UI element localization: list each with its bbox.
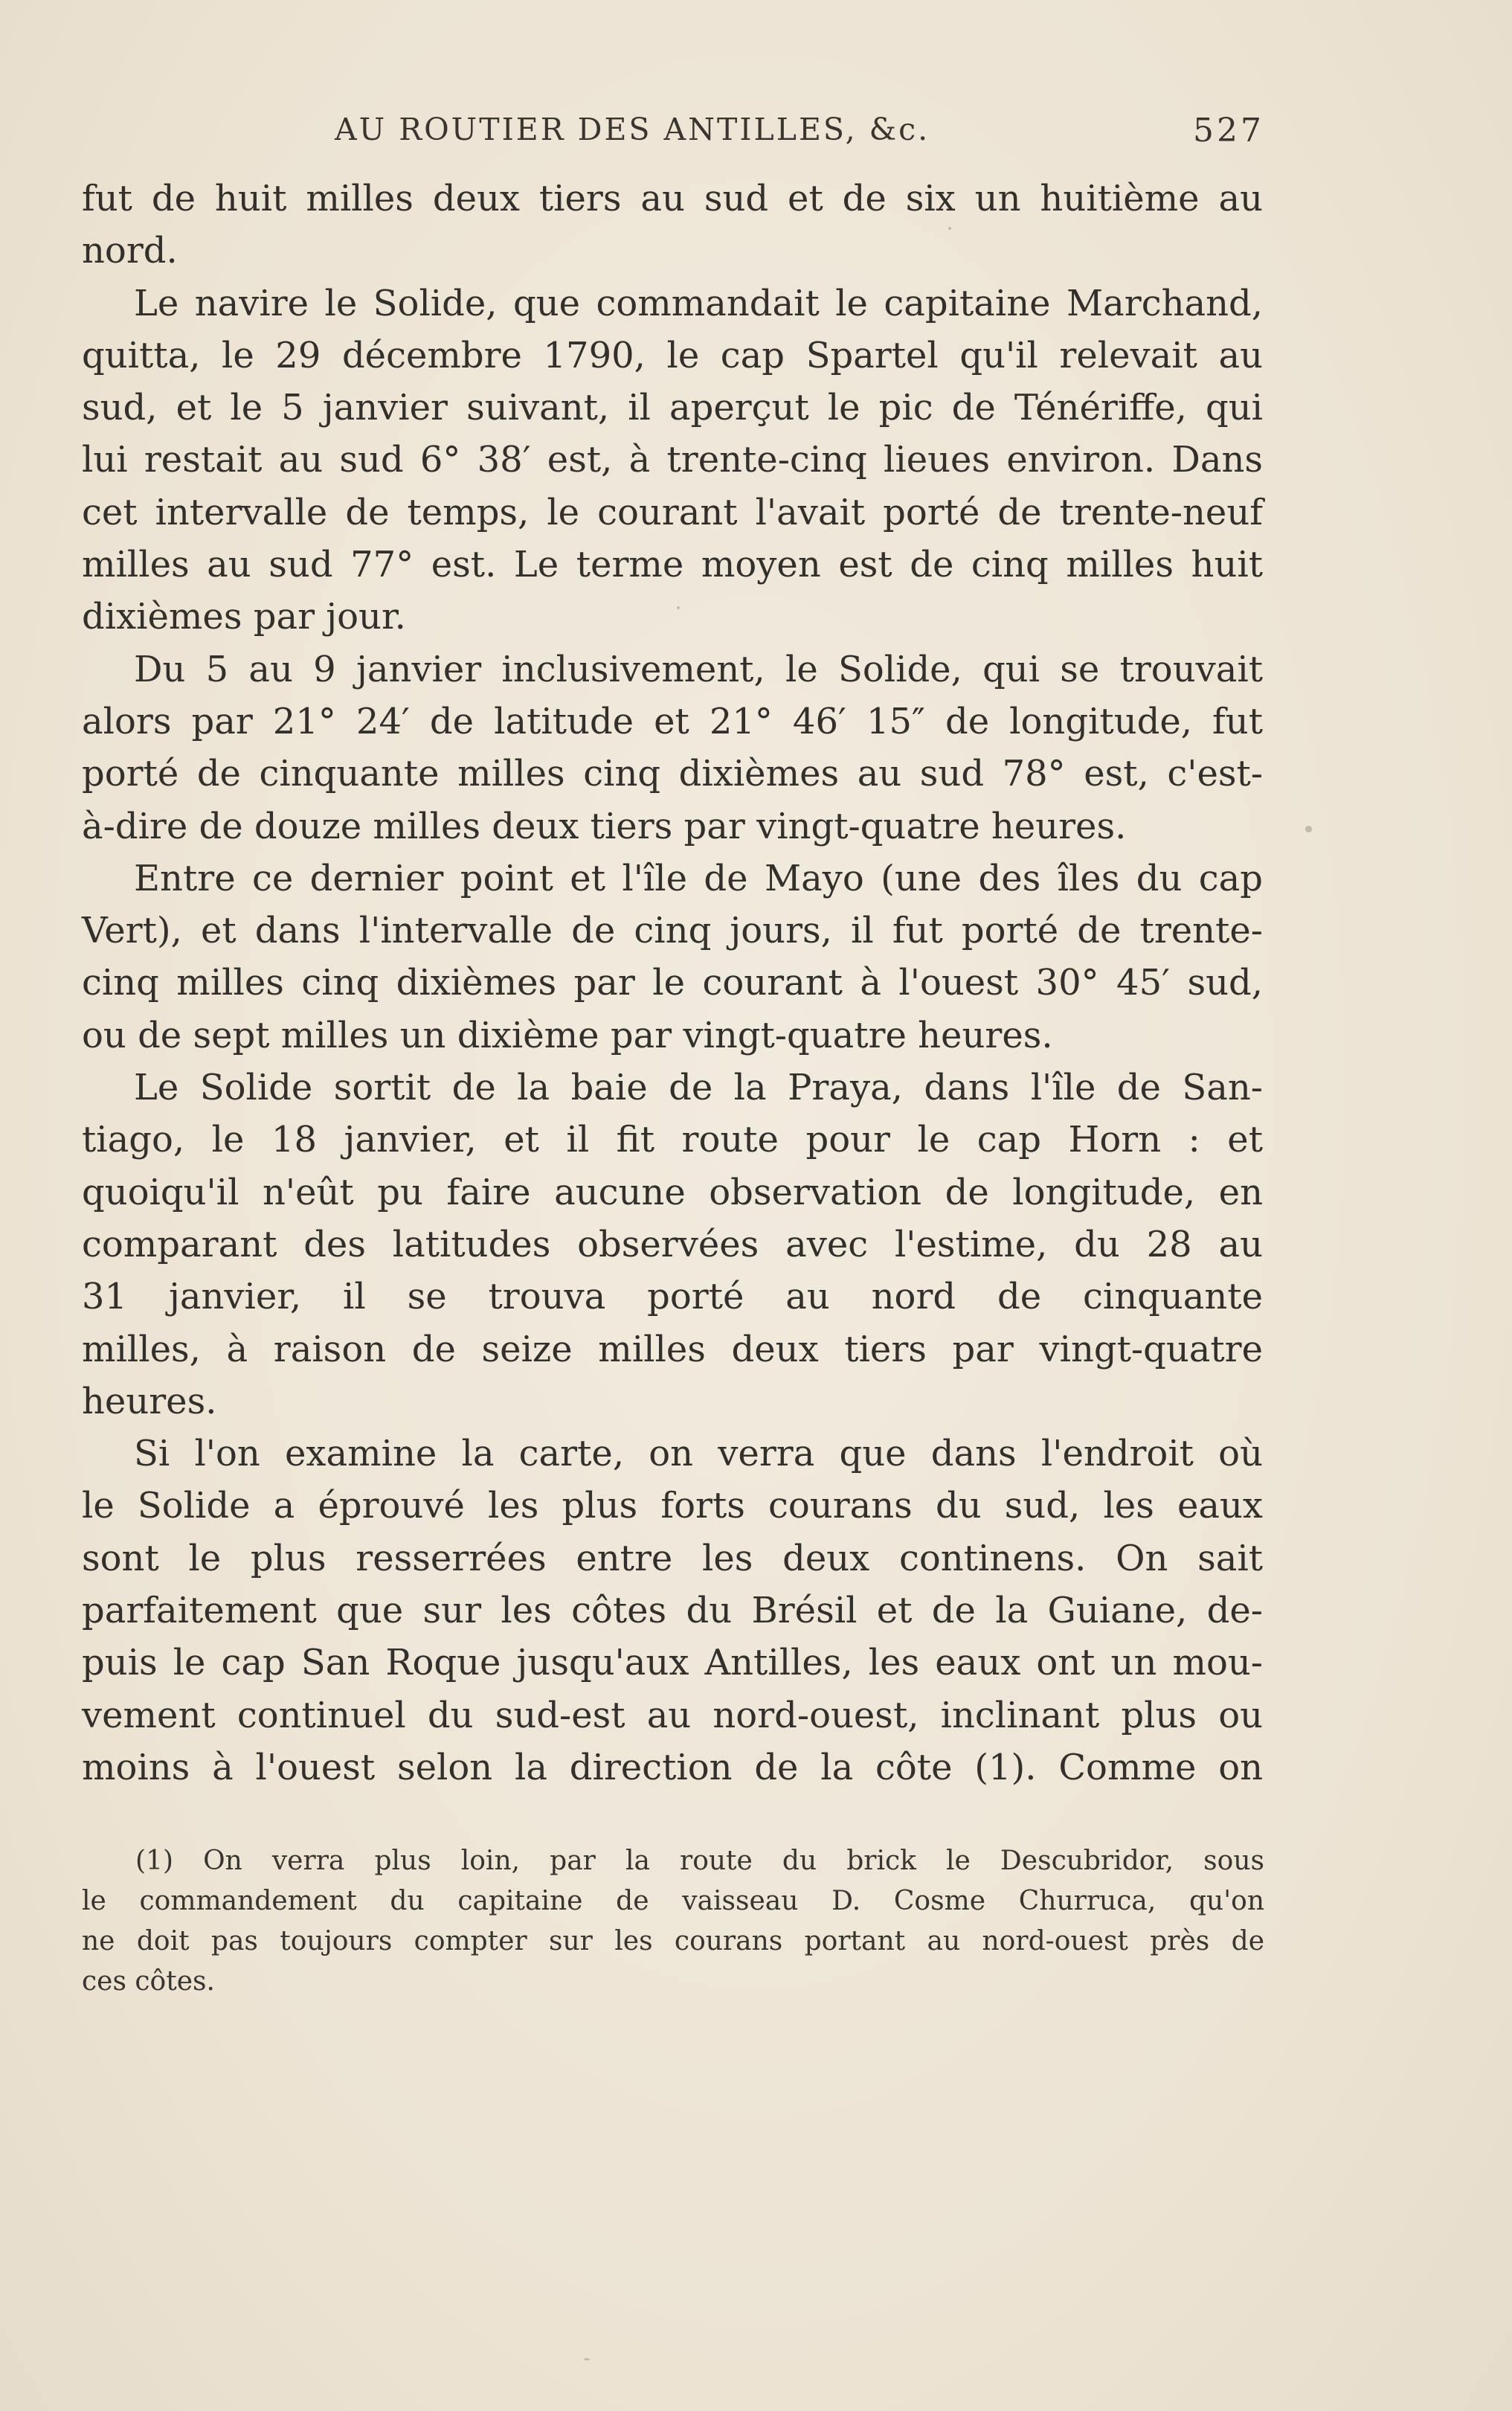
text-line: alors par 21° 24′ de latitude et 21° 46′ 15″ de longitude, fut	[82, 700, 1263, 742]
text-line: ou de sept milles un dixième par vingt-quatre heures.	[82, 1014, 1053, 1056]
text-line: porté de cinquante milles cinq dixièmes au sud 78° est, c'est-	[82, 753, 1263, 795]
text-line: Le Solide sortit de la baie de la Praya, dans l'île de San-	[134, 1067, 1263, 1109]
footnote-line: (1) On verra plus loin, par la route du brick le Descubridor, sous	[135, 1846, 1264, 1876]
page-number: 527	[1193, 112, 1264, 150]
text-line: milles, à raison de seize milles deux tiers par vingt-quatre	[82, 1328, 1263, 1370]
text-line: tiago, le 18 janvier, et il fit route pour le cap Horn : et	[82, 1119, 1263, 1161]
body-text	[82, 173, 1263, 1794]
text-line: Le navire le Solide, que commandait le capitaine Marchand,	[134, 282, 1263, 324]
text-line: parfaitement que sur les côtes du Brésil et de la Guiane, de-	[82, 1590, 1263, 1632]
text-line: lui restait au sud 6° 38′ est, à trente-cinq lieues environ. Dans	[82, 439, 1263, 481]
text-line: à-dire de douze milles deux tiers par vingt-quatre heures.	[82, 805, 1127, 847]
footnote-line: ces côtes.	[82, 1966, 215, 1997]
text-line: Vert), et dans l'intervalle de cinq jours, il fut porté de trente-	[82, 910, 1263, 952]
footnote-line: ne doit pas toujours compter sur les courans portant au nord-ouest près de	[82, 1926, 1264, 1956]
text-line: milles au sud 77° est. Le terme moyen est de cinq milles huit	[82, 544, 1263, 586]
paper-speck	[677, 606, 680, 609]
text-line: moins à l'ouest selon la direction de la côte (1). Comme on	[82, 1746, 1263, 1788]
text-line: dixièmes par jour.	[82, 596, 406, 638]
page-header	[82, 112, 1264, 156]
text-line: fut de huit milles deux tiers au sud et de six un huitième au	[82, 178, 1263, 219]
footnote-line: le commandement du capitaine de vaisseau D. Cosme Churruca, qu'on	[82, 1886, 1264, 1916]
text-line: quoiqu'il n'eût pu faire aucune observation de longitude, en	[82, 1171, 1263, 1213]
text-line: sud, et le 5 janvier suivant, il aperçut le pic de Ténériffe, qui	[82, 387, 1263, 429]
paper-speck	[584, 2358, 590, 2360]
text-line: sont le plus resserrées entre les deux continens. On sait	[82, 1537, 1263, 1579]
text-line: puis le cap San Roque jusqu'aux Antilles, les eaux ont un mou-	[82, 1642, 1263, 1684]
text-line: Entre ce dernier point et l'île de Mayo (une des îles du cap	[134, 857, 1263, 899]
text-line: Si l'on examine la carte, on verra que dans l'endroit où	[134, 1433, 1263, 1475]
paper-speck	[1305, 826, 1312, 832]
paper-speck	[948, 227, 951, 230]
text-line: heures.	[82, 1380, 217, 1422]
text-line: le Solide a éprouvé les plus forts courans du sud, les eaux	[82, 1485, 1263, 1527]
text-line: Du 5 au 9 janvier inclusivement, le Solide, qui se trouvait	[134, 648, 1263, 690]
text-line: cet intervalle de temps, le courant l'avait porté de trente-neuf	[82, 491, 1263, 533]
text-line: cinq milles cinq dixièmes par le courant à l'ouest 30° 45′ sud,	[82, 962, 1263, 1004]
text-line: comparant des latitudes observées avec l'estime, du 28 au	[82, 1223, 1263, 1265]
text-line: nord.	[82, 230, 178, 272]
text-line: vement continuel du sud-est au nord-ouest, inclinant plus ou	[82, 1694, 1263, 1736]
text-line: quitta, le 29 décembre 1790, le cap Spartel qu'il relevait au	[82, 334, 1263, 376]
text-line: 31 janvier, il se trouva porté au nord de cinquante	[82, 1276, 1263, 1318]
running-head: AU ROUTIER DES ANTILLES, &c.	[335, 112, 930, 147]
footnotes	[82, 1841, 1264, 2002]
